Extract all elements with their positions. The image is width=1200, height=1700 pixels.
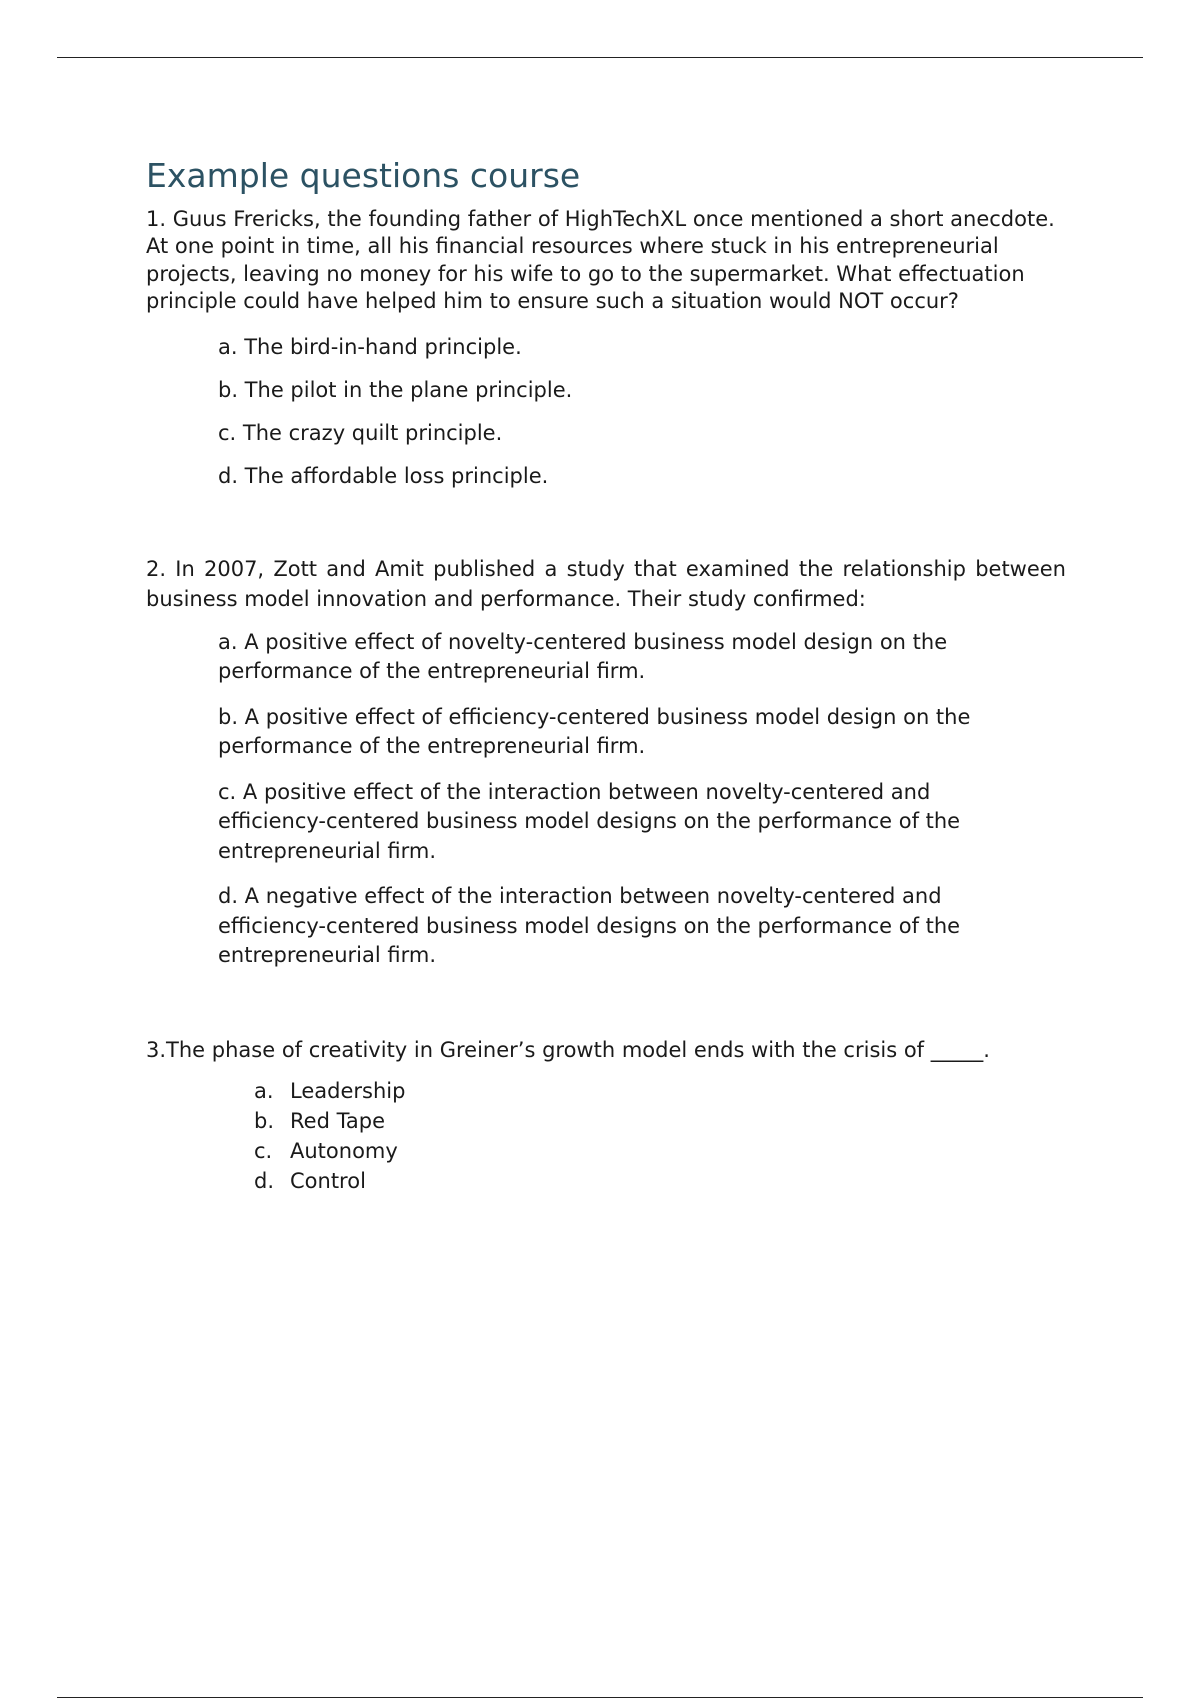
page-title: Example questions course — [146, 156, 581, 195]
option-letter: c. — [254, 1139, 273, 1164]
question-1 — [146, 206, 1066, 490]
question-2-option-a: a. A positive effect of novelty-centered business model design on the performance of the entrepreneurial firm. — [218, 629, 948, 684]
question-1-option-b: b. The pilot in the plane principle. — [218, 377, 573, 402]
option-letter: b. — [254, 1109, 275, 1134]
question-2-text: 2. In 2007, Zott and Amit published a study that examined the relationship between business model innovation and performance. Their study confirmed: — [146, 556, 1066, 611]
question-3-option-d — [254, 1166, 1066, 1196]
document-body — [146, 156, 1066, 1196]
question-3-options — [146, 1076, 1066, 1196]
top-rule — [57, 57, 1143, 58]
option-label: Leadership — [290, 1079, 406, 1104]
option-label: Autonomy — [290, 1139, 398, 1164]
question-2-option-d: d. A negative effect of the interaction between novelty-centered and efficiency-centered business model designs on the performance of the entrepreneurial firm. — [218, 884, 961, 968]
question-1-option-d: d. The affordable loss principle. — [218, 463, 549, 488]
question-1-option-a: a. The bird-in-hand principle. — [218, 334, 522, 359]
question-2-option-b: b. A positive effect of efficiency-centered business model design on the performance of the entrepreneurial firm. — [218, 704, 971, 759]
question-3-option-c — [254, 1136, 1066, 1166]
question-3-text: 3.The phase of creativity in Greiner’s growth model ends with the crisis of _____. — [146, 1037, 990, 1062]
question-2-options — [146, 628, 1066, 971]
option-letter: d. — [254, 1169, 275, 1194]
question-3-option-b — [254, 1106, 1066, 1136]
option-label: Red Tape — [290, 1109, 386, 1134]
question-3-option-a — [254, 1076, 1066, 1106]
question-1-text: 1. Guus Frericks, the founding father of HighTechXL once mentioned a short anecdote. At one point in time, all his financial resources where stuck in his entrepreneurial projects, leaving no money for his wife to go to the supermarket. What effectuation principle could have helped him to ensure such a situation would NOT occur? — [146, 206, 1055, 314]
option-letter: a. — [254, 1079, 274, 1104]
option-label: Control — [290, 1169, 366, 1194]
bottom-rule — [57, 1697, 1143, 1698]
question-3 — [146, 1037, 1066, 1197]
question-2-option-c: c. A positive effect of the interaction between novelty-centered and efficiency-centered business model designs on the performance of the entrepreneurial firm. — [218, 779, 961, 863]
question-1-option-c: c. The crazy quilt principle. — [218, 420, 503, 445]
question-1-options — [146, 334, 1066, 490]
question-2 — [146, 554, 1066, 971]
